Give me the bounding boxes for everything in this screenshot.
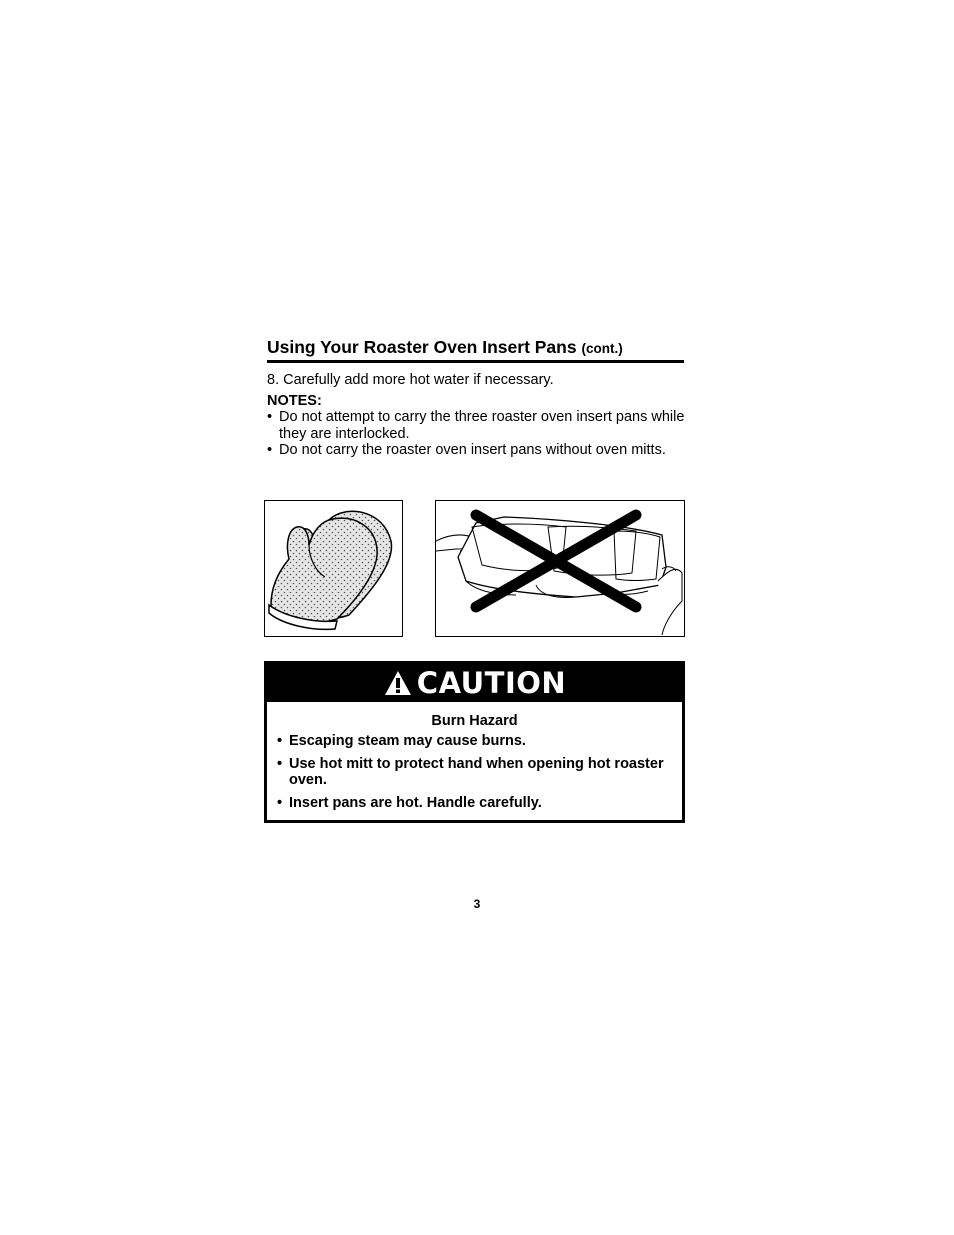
caution-item-text: Escaping steam may cause burns. [289,733,526,749]
note-text: Do not carry the roaster oven insert pans without oven mitts. [279,442,666,458]
step-8: 8. Carefully add more hot water if necessary. [267,372,554,388]
page-number: 3 [473,897,481,911]
caution-item [277,733,682,750]
oven-mitts-icon [265,501,401,635]
warning-triangle-icon [383,669,413,697]
caution-item-text: Use hot mitt to protect hand when opening hot roaster oven. [289,755,664,788]
caution-list [267,733,682,811]
bullet: • [267,409,273,425]
section-title-suffix: (cont.) [581,341,623,356]
note-item [267,442,687,459]
note-item [267,409,687,442]
bullet: • [277,733,283,749]
note-text: Do not attempt to carry the three roaster oven insert pans while they are interlocked. [279,409,685,442]
bullet: • [277,794,283,811]
oven-mitts-figure [264,500,403,637]
caution-item [277,795,682,812]
caution-title: Burn Hazard [431,713,518,729]
section-heading [267,336,684,360]
caution-item [277,756,682,789]
section-title: Using Your Roaster Oven Insert Pans [267,337,577,357]
crossed-out-carrying-interlocked-pans-icon [436,501,683,635]
caution-header [267,664,682,702]
carrying-pans-figure [435,500,685,637]
bullet: • [277,755,283,772]
notes-list [267,409,687,459]
caution-item-text: Insert pans are hot. Handle carefully. [289,794,542,811]
heading-rule [267,360,684,363]
bullet: • [267,442,273,458]
caution-heading: CAUTION [416,666,567,700]
notes-label: NOTES: [267,393,322,409]
caution-box [264,661,685,823]
